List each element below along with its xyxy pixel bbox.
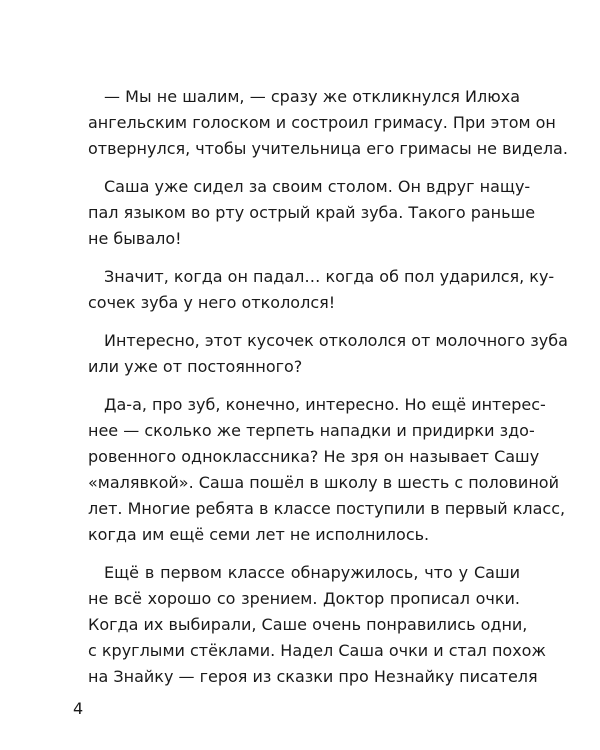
text-line: Когда их выбирали, Саше очень понравились одни,	[88, 615, 528, 634]
text-line: или уже от постоянного?	[88, 357, 303, 376]
body-text	[88, 84, 568, 702]
text-line: отвернулся, чтобы учительница его гримасы не видела.	[88, 139, 568, 158]
text-line: Интересно, этот кусочек откололся от молочного зуба	[104, 331, 568, 350]
text-line: не всё хорошо со зрением. Доктор прописал очки.	[88, 589, 520, 608]
paragraph	[88, 392, 566, 548]
paragraph	[88, 264, 555, 316]
text-line: — Мы не шалим, — сразу же откликнулся Илюха	[104, 87, 520, 106]
text-line: «малявкой». Саша пошёл в школу в шесть с половиной	[88, 473, 559, 492]
paragraph	[88, 174, 536, 252]
paragraph	[88, 328, 568, 380]
text-line: лет. Многие ребята в классе поступили в первый класс,	[88, 499, 566, 518]
text-line: Саша уже сидел за своим столом. Он вдруг нащу-	[104, 177, 531, 196]
text-line: Да-а, про зуб, конечно, интересно. Но ещё интерес-	[104, 395, 546, 414]
text-line: Значит, когда он падал… когда об пол ударился, ку-	[104, 267, 555, 286]
text-line: сочек зуба у него откололся!	[88, 293, 336, 312]
paragraph	[88, 84, 568, 162]
text-line: Ещё в первом классе обнаружилось, что у Саши	[104, 563, 520, 582]
text-line: когда им ещё семи лет не исполнилось.	[88, 525, 430, 544]
text-line: ровенного одноклассника? Не зря он называет Сашу	[88, 447, 540, 466]
paragraph	[88, 560, 546, 690]
text-line: на Знайку — героя из сказки про Незнайку писателя	[88, 667, 538, 686]
page-number: 4	[73, 699, 84, 718]
text-line: ангельским голоском и состроил гримасу. При этом он	[88, 113, 556, 132]
text-line: нее — сколько же терпеть нападки и придирки здо-	[88, 421, 535, 440]
text-line: с круглыми стёклами. Надел Саша очки и стал похож	[88, 641, 546, 660]
text-line: не бывало!	[88, 229, 182, 248]
text-line: пал языком во рту острый край зуба. Такого раньше	[88, 203, 536, 222]
